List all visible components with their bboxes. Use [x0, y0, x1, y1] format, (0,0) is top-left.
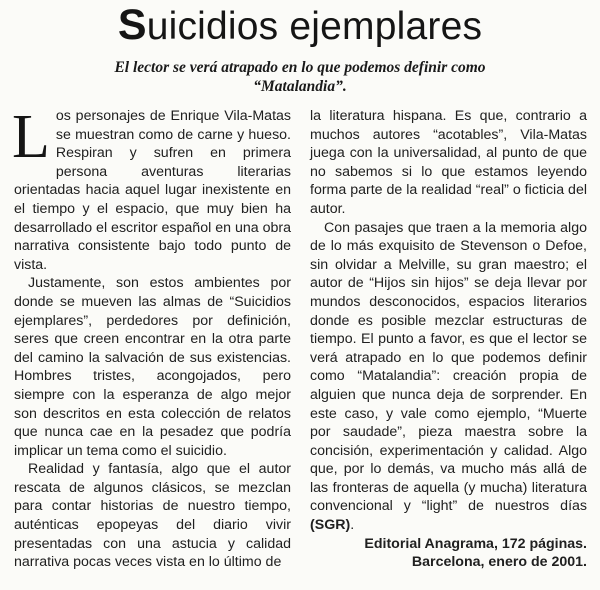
book-credits	[310, 535, 587, 572]
title-rest: uicidios ejemplares	[146, 5, 483, 48]
drop-cap: L	[12, 103, 50, 171]
article-paragraph-3-continued: la literatura hispana. Es que, contrario a muchos autores “acotables”, Vila-Matas juega con la universalidad, al punto de que no sabemos si lo que estamos leyendo forma parte de la realidad “real” o ficticia del autor.	[310, 108, 587, 217]
paragraph-1-text: os personajes de Enrique Vila-Matas se muestran como de carne y hueso. Respiran y sufren en primera persona aventuras literarias orientadas hacia aquel lugar inexistente en el tiempo y el espacio, que muy bien ha desarrollado el escritor español en una obra narrativa consistente bajo todo punto de vista.	[14, 108, 291, 273]
article-column-right	[310, 107, 587, 572]
article-paragraph-4	[310, 219, 587, 535]
signature-period: .	[350, 517, 355, 534]
article-paragraph-3: Realidad y fantasía, algo que el autor rescata de algunos clásicos, se mezclan para contar historias de nuestro tiempo, auténticas epopeyas del diario vivir presentadas con una astucia y calidad narrativa pocas veces vista en lo último de	[14, 461, 291, 571]
article-column-left	[12, 103, 291, 572]
article-paragraph-2: Justamente, son estos ambientes por donde se mueven las almas de “Suicidios ejemplares”, perdedores por definición, seres que creen encontrar en la otra parte del camino la salvación de sus existencias. Hombres tristes, acongojados, pero siempre con la esperanza de algo mejor son descritos en esta colección de relatos que nunca cae en la pesadez que podría implicar un tema como el suicidio.	[14, 275, 291, 459]
author-signature: (SGR)	[310, 517, 351, 534]
article-paragraph-1	[12, 103, 291, 274]
paragraph-4-text: Con pasajes que traen a la memoria algo de lo más exquisito de Stevenson o Defoe, sin olvidar a Melville, su gran maestro; el autor de “Hijos sin hijos” se deja llevar por mundos desconocidos, espacios literarios donde es posible mezclar estructuras de tiempo. El punto a favor, es que el lector se verá atrapado en lo que podemos definir como “Matalandia”: creación propia de alguien que nunca deja de sorprender. En este caso, y vale como ejemplo, “Muerte por saudade”, pieza maestra sobre la concisión, experimentación y calidad. Algo que, por lo demás, va mucho más allá de las fronteras de aquella (y mucha) literatura convencional y “light” de nuestros días	[310, 219, 587, 515]
credit-publisher: Editorial Anagrama, 172 páginas.	[364, 535, 587, 552]
article-subtitle: El lector se verá atrapado en lo que podemos definir como “Matalandia”.	[114, 59, 486, 95]
credit-place-date: Barcelona, enero de 2001.	[411, 554, 587, 571]
article-title	[0, 2, 600, 50]
title-initial: S	[117, 1, 147, 49]
